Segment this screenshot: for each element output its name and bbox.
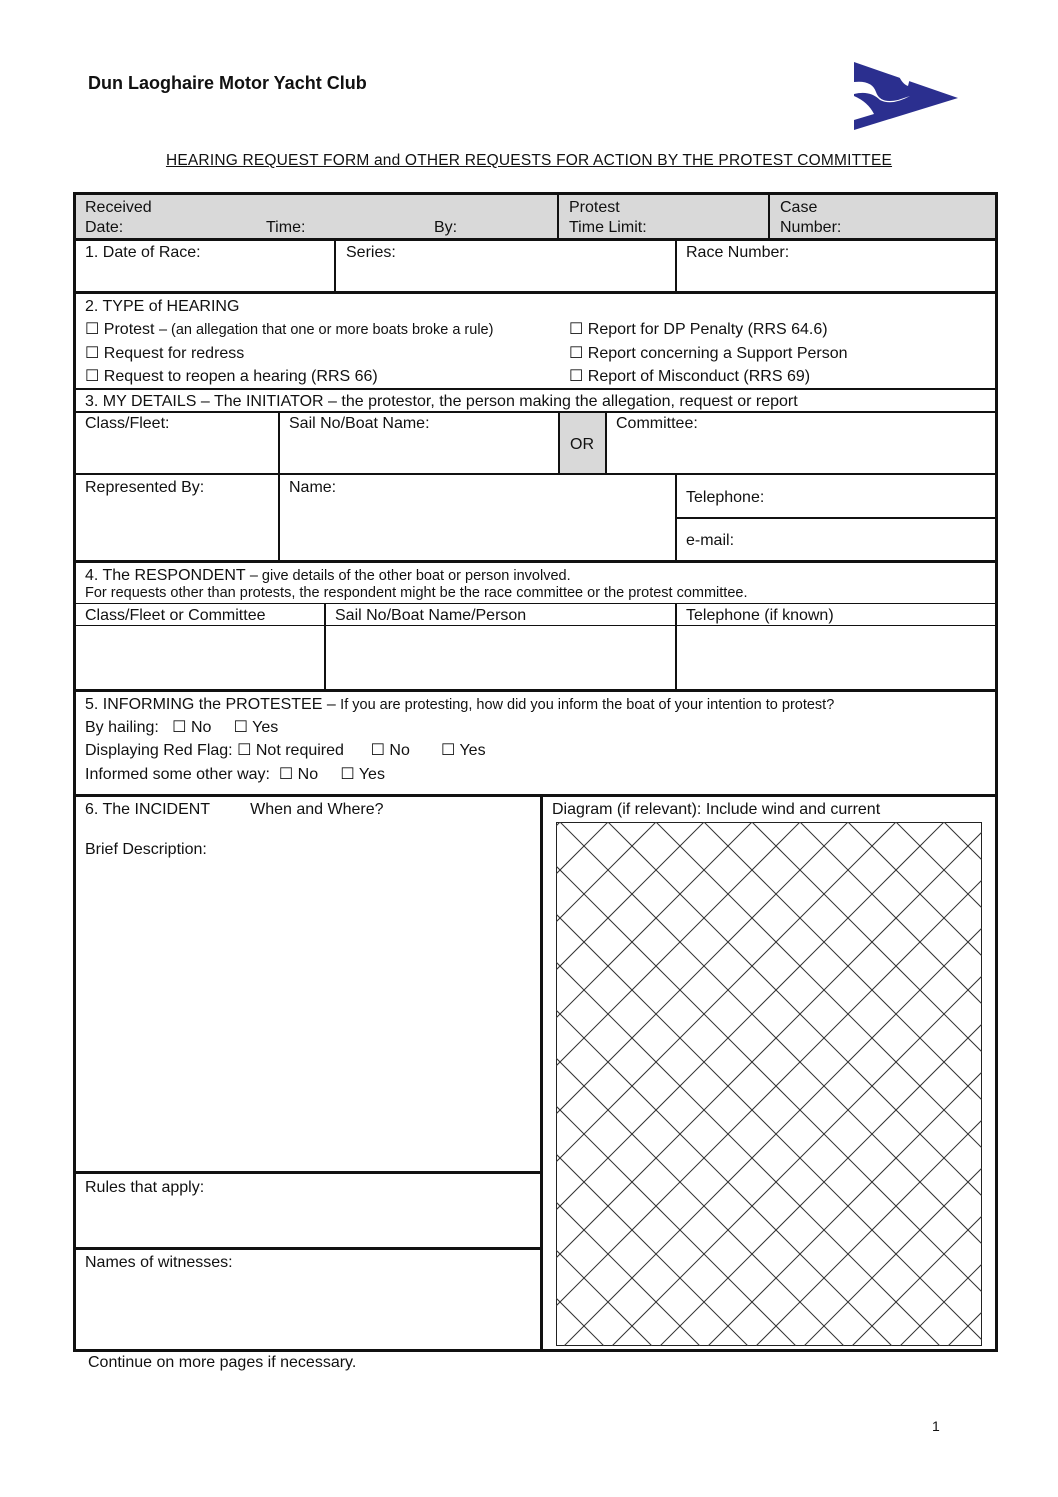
received-date-field[interactable]: Date:	[85, 219, 124, 236]
checkbox-icon[interactable]: ☐	[569, 345, 584, 362]
brief-description-label: Brief Description:	[85, 841, 207, 858]
respondent-class-column: Class/Fleet or Committee	[85, 607, 266, 624]
checkbox-icon[interactable]: ☐	[370, 742, 385, 759]
committee-field[interactable]: Committee:	[616, 415, 698, 432]
checkbox-icon[interactable]: ☐	[85, 321, 100, 338]
brief-description-input[interactable]	[78, 862, 538, 1168]
email-field[interactable]: e-mail:	[686, 532, 735, 549]
witnesses-field[interactable]: Names of witnesses:	[85, 1254, 233, 1271]
race-number-field[interactable]: Race Number:	[686, 244, 790, 261]
received-by-field[interactable]: By:	[434, 219, 458, 236]
support-person-option-label: Report concerning a Support Person	[587, 345, 848, 362]
when-where-label: When and Where?	[250, 801, 384, 818]
respondent-sail-column: Sail No/Boat Name/Person	[335, 607, 527, 624]
diagram-grid[interactable]	[556, 822, 982, 1346]
checkbox-support-person[interactable]	[569, 344, 848, 363]
sail-no-boat-name-field[interactable]: Sail No/Boat Name:	[289, 415, 430, 432]
incident-heading-label: 6. The INCIDENT	[85, 801, 211, 818]
received-time-field[interactable]: Time:	[266, 219, 306, 236]
date-of-race-field[interactable]: 1. Date of Race:	[85, 244, 201, 261]
continue-note: Continue on more pages if necessary.	[88, 1354, 357, 1371]
other-way-row	[85, 765, 385, 784]
checkbox-misconduct[interactable]	[569, 367, 810, 386]
red-flag-no-label: No	[389, 742, 410, 759]
red-flag-label: Displaying Red Flag:	[85, 742, 233, 759]
protest-label: Protest	[569, 199, 620, 216]
dp-penalty-option-label: Report for DP Penalty (RRS 64.6)	[587, 321, 828, 338]
time-limit-field[interactable]: Time Limit:	[569, 219, 647, 236]
case-number-field[interactable]: Number:	[780, 219, 842, 236]
red-flag-row	[85, 741, 486, 760]
respondent-heading-note: – give details of the other boat or person involved.	[249, 568, 571, 584]
reopen-option-label: Request to reopen a hearing (RRS 66)	[103, 368, 378, 385]
checkbox-reopen[interactable]	[85, 367, 378, 386]
checkbox-protest[interactable]	[85, 320, 493, 339]
checkbox-icon[interactable]: ☐	[172, 719, 187, 736]
other-way-no-label: No	[297, 766, 319, 783]
protest-option-label: Protest	[103, 321, 155, 338]
informing-heading-note: If you are protesting, how did you inform the boat of your intention to protest?	[340, 697, 835, 713]
checkbox-redress[interactable]	[85, 344, 244, 363]
misconduct-option-label: Report of Misconduct (RRS 69)	[587, 368, 811, 385]
telephone-field[interactable]: Telephone:	[686, 489, 765, 506]
name-field[interactable]: Name:	[289, 479, 337, 496]
checkbox-icon[interactable]: ☐	[85, 345, 100, 362]
checkbox-icon[interactable]: ☐	[278, 766, 294, 783]
represented-by-field[interactable]: Represented By:	[85, 479, 205, 496]
respondent-sail-input[interactable]	[328, 628, 673, 688]
received-label: Received	[85, 199, 152, 216]
burgee-flag-icon	[850, 60, 962, 132]
type-of-hearing-heading: 2. TYPE of HEARING	[85, 298, 240, 315]
respondent-heading	[85, 566, 571, 585]
series-field[interactable]: Series:	[346, 244, 396, 261]
protest-option-note: – (an allegation that one or more boats broke a rule)	[158, 322, 494, 338]
informing-heading-label: 5. INFORMING the PROTESTEE –	[85, 696, 336, 713]
class-fleet-field[interactable]: Class/Fleet:	[85, 415, 170, 432]
checkbox-icon[interactable]: ☐	[237, 742, 252, 759]
red-flag-yes-label: Yes	[459, 742, 486, 759]
checkbox-dp-penalty[interactable]	[569, 320, 828, 339]
hailing-label: By hailing:	[85, 719, 159, 736]
rules-that-apply-field[interactable]: Rules that apply:	[85, 1179, 205, 1196]
respondent-phone-column: Telephone (if known)	[686, 607, 834, 624]
hailing-no-label: No	[190, 719, 212, 736]
respondent-class-input[interactable]	[78, 628, 322, 688]
hailing-yes-label: Yes	[252, 719, 279, 736]
other-way-yes-label: Yes	[358, 766, 385, 783]
checkbox-icon[interactable]: ☐	[569, 321, 584, 338]
my-details-heading-label: 3. MY DETAILS – The INITIATOR –	[85, 393, 337, 410]
respondent-heading-label: 4. The RESPONDENT	[85, 567, 246, 584]
diagram-label: Diagram (if relevant): Include wind and current	[552, 801, 881, 818]
my-details-heading-note: the protestor, the person making the allegation, request or report	[341, 393, 798, 410]
my-details-heading	[85, 392, 798, 411]
incident-heading	[85, 800, 384, 819]
case-label: Case	[780, 199, 818, 216]
checkbox-icon[interactable]: ☐	[340, 766, 355, 783]
club-name: Dun Laoghaire Motor Yacht Club	[88, 73, 367, 93]
page-number: 1	[932, 1418, 940, 1434]
redress-option-label: Request for redress	[103, 345, 245, 362]
or-label: OR	[570, 436, 594, 453]
other-way-label: Informed some other way:	[85, 766, 270, 783]
checkbox-icon[interactable]: ☐	[85, 368, 100, 385]
checkbox-icon[interactable]: ☐	[440, 742, 456, 759]
form-title: HEARING REQUEST FORM and OTHER REQUESTS FOR ACTION BY THE PROTEST COMMITTEE	[165, 152, 893, 169]
respondent-phone-input[interactable]	[679, 628, 993, 688]
checkbox-icon[interactable]: ☐	[569, 368, 584, 385]
hailing-row	[85, 718, 278, 737]
red-flag-not-required-label: Not required	[255, 742, 344, 759]
informing-heading	[85, 695, 834, 714]
respondent-note: For requests other than protests, the respondent might be the race committee or the protest committee.	[85, 585, 748, 601]
checkbox-icon[interactable]: ☐	[233, 719, 248, 736]
